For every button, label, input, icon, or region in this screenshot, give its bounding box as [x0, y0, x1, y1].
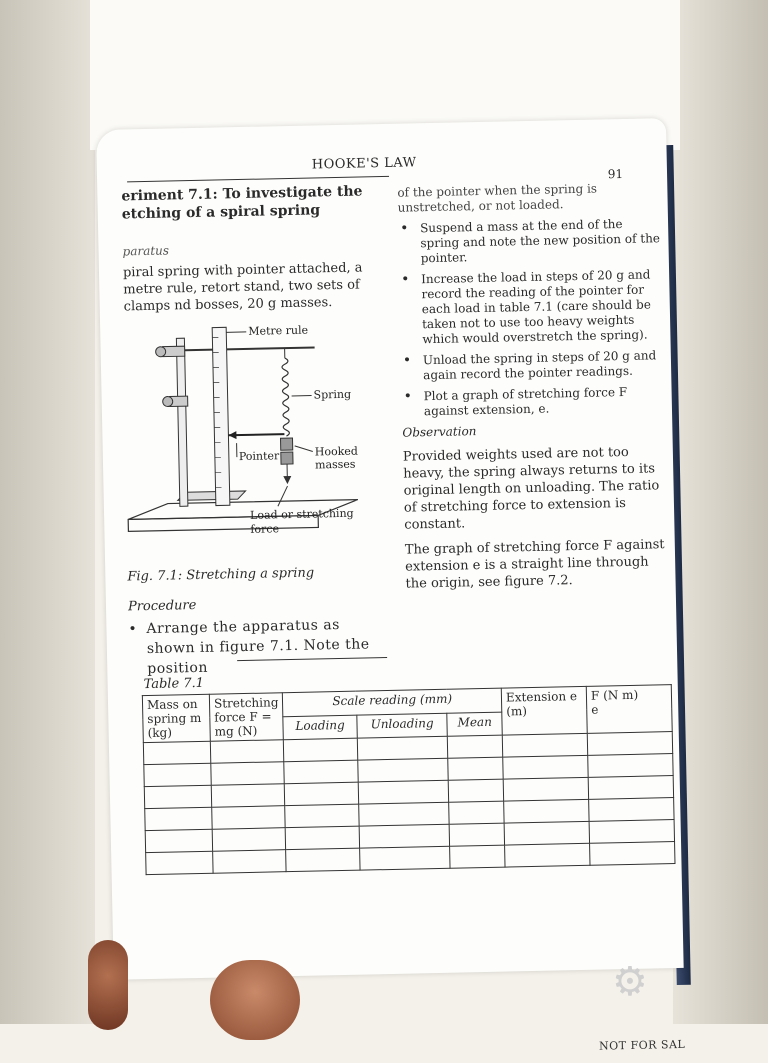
- finger: [88, 940, 128, 1030]
- ratio-denominator: e: [591, 703, 598, 717]
- bullet-icon: •: [400, 221, 409, 236]
- list-item: [399, 267, 663, 347]
- ratio-numerator: F: [591, 689, 600, 703]
- spring-apparatus-figure: [114, 304, 379, 559]
- pointer-line: [228, 434, 284, 435]
- mass-1: [280, 438, 292, 450]
- list-item: [402, 384, 665, 419]
- procedure-heading: Procedure: [128, 598, 197, 614]
- observation-paragraph-2: The graph of stretching force F against extension e is a straight line through the origin, see figure 7.2.: [405, 536, 668, 592]
- left-column: [121, 182, 379, 315]
- label-hooked: Hooked: [315, 445, 358, 459]
- apparatus-text: piral spring with pointer attached, a metre rule, retort stand, two sets of clamps nd bosses, 20 g masses.: [123, 259, 379, 315]
- running-head: HOOKE'S LAW: [312, 155, 417, 172]
- label-metre-rule: Metre rule: [248, 324, 308, 338]
- bullet-icon: •: [404, 389, 413, 404]
- step-text: Increase the load in steps of 20 g and record the reading of the pointer for each load in table 7.1 (care should be taken not to use too heavy weights which would overstretch the spring).: [421, 267, 651, 346]
- observation-heading: Observation: [402, 420, 664, 440]
- gear-icon: ⚙: [612, 962, 652, 1002]
- apparatus-heading: paratus: [122, 238, 377, 260]
- header-force: Stretching force F = mg (N): [209, 693, 283, 742]
- header-mean: Mean: [447, 712, 502, 737]
- book-page: [96, 118, 684, 980]
- header-rule: [127, 176, 389, 182]
- label-spring: Spring: [313, 388, 351, 402]
- continued-step-text: of the pointer when the spring is unstretched, or not loaded.: [397, 180, 660, 215]
- metre-rule: [212, 327, 230, 505]
- header-ratio: [586, 685, 672, 734]
- footer-note: NOT FOR SAL: [599, 1038, 685, 1053]
- page-number: 91: [608, 167, 624, 181]
- observation-paragraph-1: Provided weights used are not too heavy, the spring always returns to its original length on unloading. The ratio of stretching force to extension is constant.: [403, 443, 667, 533]
- step-text: Unload the spring in steps of 20 g and again record the pointer readings.: [423, 348, 657, 382]
- support-bar: [185, 347, 315, 350]
- label-force: force: [250, 522, 279, 536]
- right-column: [397, 180, 667, 592]
- list-item: [401, 348, 664, 383]
- mass-2: [281, 452, 293, 464]
- label-masses: masses: [315, 458, 356, 472]
- label-pointer: Pointer: [239, 449, 280, 463]
- experiment-title-line-1: eriment 7.1: To investigate the: [121, 182, 376, 205]
- step-text: Suspend a mass at the end of the spring and note the new position of the pointer.: [420, 217, 660, 265]
- procedure-step-1-text: Arrange the apparatus as shown in figure 7.1. Note the position: [128, 614, 387, 679]
- results-table: [142, 684, 676, 875]
- header-scale-reading: Scale reading (mm): [283, 688, 502, 716]
- header-extension: Extension e (m): [501, 686, 587, 735]
- bullet-icon: •: [403, 353, 412, 368]
- bullet-icon: •: [128, 619, 137, 639]
- bullet-icon: •: [401, 272, 410, 287]
- spring-coil: [282, 358, 290, 436]
- thumb: [210, 960, 300, 1040]
- background-left: [0, 0, 95, 1024]
- header-unloading: Unloading: [357, 713, 448, 738]
- procedure-steps-list: [398, 216, 664, 419]
- label-load: Load or stretching: [250, 507, 354, 522]
- step-text: Plot a graph of stretching force F against extension, e.: [424, 385, 628, 418]
- figure-caption: Fig. 7.1: Stretching a spring: [127, 566, 314, 585]
- header-loading: Loading: [283, 715, 357, 740]
- header-mass: Mass on spring m (kg): [142, 694, 210, 742]
- table-label: Table 7.1: [143, 676, 204, 692]
- experiment-title-line-2: etching of a spiral spring: [122, 200, 377, 223]
- retort-stand-rod: [176, 338, 188, 506]
- procedure-step-1: [128, 614, 387, 679]
- list-item: [398, 216, 661, 266]
- ratio-unit: (N m): [603, 688, 638, 703]
